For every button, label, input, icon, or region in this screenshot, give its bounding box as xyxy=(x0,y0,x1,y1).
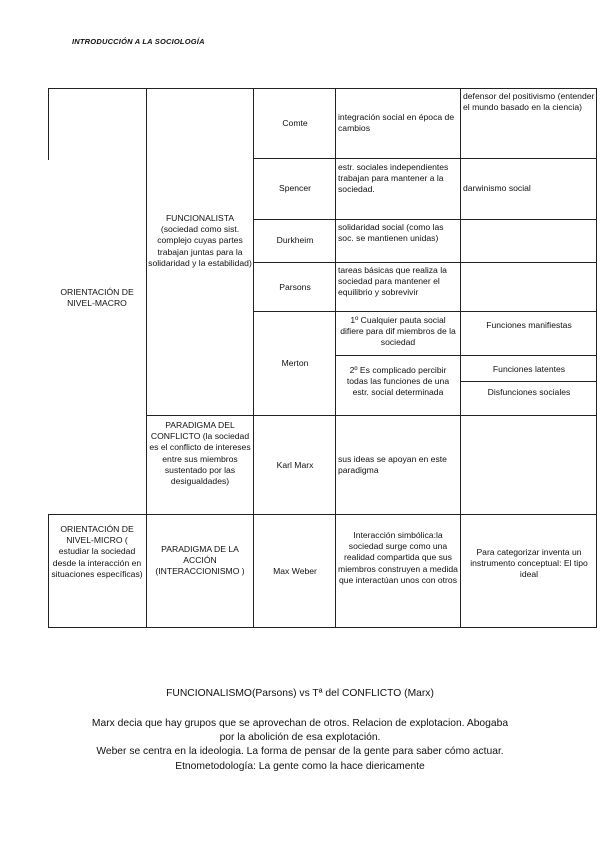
notes-title: FUNCIONALISMO(Parsons) vs Tª del CONFLICTO (Marx) xyxy=(166,688,434,699)
conflicto-paradigm: PARADIGMA DEL CONFLICTO (la sociedad es el conflicto de intereses entre sus miembros sustentado por las desigualdades) xyxy=(149,420,251,487)
page-header: INTRODUCCIÓN A LA SOCIOLOGÍA xyxy=(72,37,205,46)
author-merton: Merton xyxy=(281,358,309,368)
grid-line xyxy=(253,311,597,312)
grid-line xyxy=(48,514,49,628)
grid-line xyxy=(48,627,597,628)
author-spencer: Spencer xyxy=(278,183,311,193)
grid-line xyxy=(460,381,597,382)
grid-line xyxy=(48,514,597,515)
funcionalista-paradigm: FUNCIONALISTA (sociedad como sist. complejo cuyas partes trabajan juntas para la solidaridad y la estabilidad) xyxy=(148,213,252,268)
grid-line xyxy=(596,88,597,628)
desc-comte: integración social en época de cambios xyxy=(338,112,455,134)
desc-durkheim: solidaridad social (como las soc. se mantienen unidas) xyxy=(338,222,444,244)
extra-spencer: darwinismo social xyxy=(463,183,531,193)
notes-line-4: Etnometodología: La gente como la hace diericamente xyxy=(175,761,425,772)
grid-line xyxy=(253,88,254,628)
merton-funciones-latentes: Funciones latentes xyxy=(492,364,566,374)
grid-line xyxy=(253,262,597,263)
desc-merton-1: 1º Cualquier pauta social difiere para dif miembros de la sociedad xyxy=(340,315,456,348)
merton-disfunciones-sociales: Disfunciones sociales xyxy=(487,387,571,397)
grid-line xyxy=(253,219,597,220)
author-comte: Comte xyxy=(282,118,308,128)
grid-line xyxy=(146,415,597,416)
grid-line xyxy=(146,88,147,628)
author-durkheim: Durkheim xyxy=(276,235,314,245)
author-parsons: Parsons xyxy=(279,282,311,292)
extra-comte: defensor del positivismo (entender el mundo basado en la ciencia) xyxy=(463,91,595,113)
accion-paradigm: PARADIGMA DE LA ACCIÓN (INTERACCIONISMO ) xyxy=(155,544,245,577)
extra-max-weber: Para categorizar inventa un instrumento conceptual: El tipo ideal xyxy=(470,547,588,580)
desc-max-weber: Interacción simbólica:la sociedad surge como una realidad compartida que sus miembros construyen a medida que interactúan unos con otros xyxy=(338,530,458,585)
desc-spencer: estr. sociales independientes trabajan para mantener a la sociedad. xyxy=(338,162,449,195)
grid-line xyxy=(335,88,336,628)
notes-line-1: Marx decia que hay grupos que se aprovechan de otros. Relacion de explotacion. Abogaba xyxy=(91,718,509,729)
grid-line xyxy=(460,88,461,628)
notes-line-3: Weber se centra en la ideologia. La forma de pensar de la gente para saber cómo actuar. xyxy=(96,746,504,757)
author-karl-marx: Karl Marx xyxy=(276,460,314,470)
grid-line xyxy=(48,88,49,160)
author-max-weber: Max Weber xyxy=(273,566,317,576)
grid-line xyxy=(48,88,597,89)
grid-line xyxy=(335,355,597,356)
desc-karl-marx: sus ideas se apoyan en este paradigma xyxy=(338,454,447,476)
desc-parsons: tareas básicas que realiza la sociedad para mantener el equilibrio y sobrevivir xyxy=(338,265,447,298)
micro-orientation-label: ORIENTACIÓN DE NIVEL-MICRO ( estudiar la sociedad desde la interacción en situaciones específicas) xyxy=(51,524,143,579)
merton-funciones-manifiestas: Funciones manifiestas xyxy=(486,320,572,330)
grid-line xyxy=(253,158,597,159)
desc-merton-2: 2º Es complicado percibir todas las funciones de una estr. social determinada xyxy=(346,365,450,398)
notes-line-2: por la abolición de esa explotación. xyxy=(219,732,381,743)
macro-orientation-label: ORIENTACIÓN DE NIVEL-MACRO xyxy=(60,287,134,309)
